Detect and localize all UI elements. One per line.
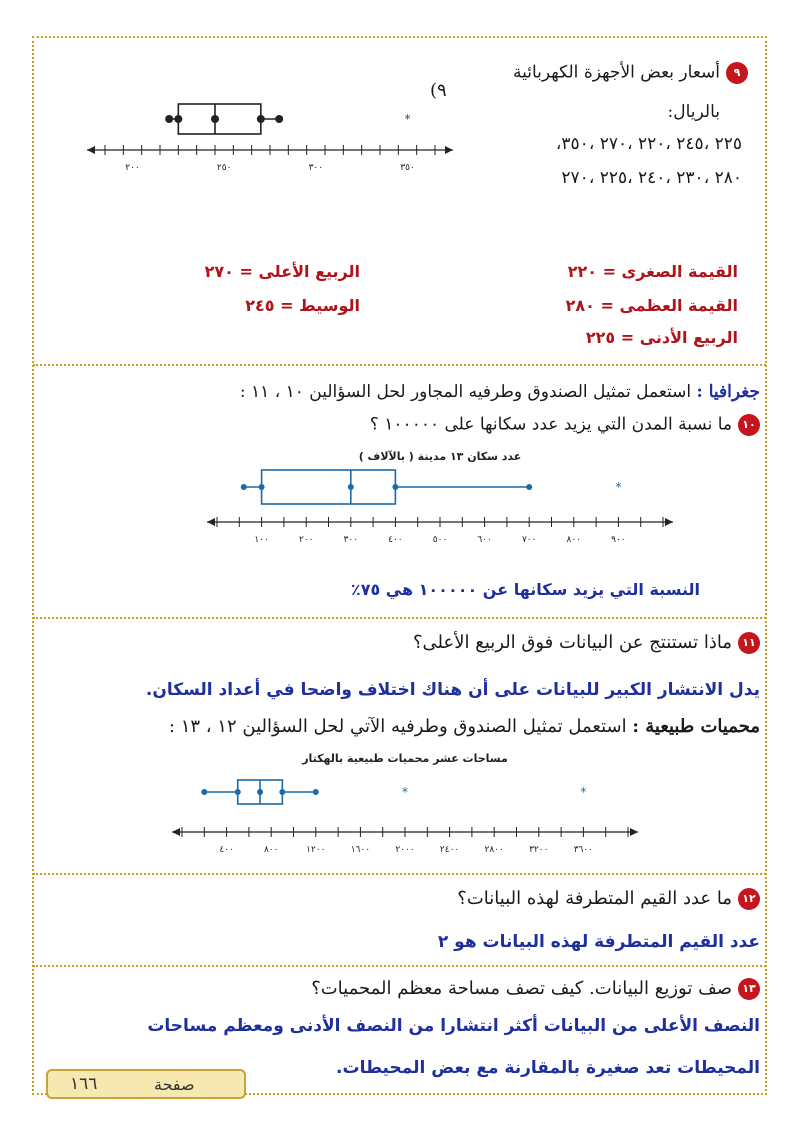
q11-answer: يدل الانتشار الكبير للبيانات على أن هناك اختلاف واضحا في أعداد السكان. — [145, 680, 760, 700]
tick-label: ٩٠٠ — [611, 535, 626, 545]
point-q1 — [259, 484, 265, 490]
q12-line — [40, 888, 760, 910]
nat-instruction: استعمل تمثيل الصندوق وطرفيه الآتي لحل السؤالين ١٢ ، ١٣ : — [168, 716, 627, 737]
q9-title: أسعار بعض الأجهزة الكهربائية — [513, 62, 720, 83]
tick-label: ٢٤٠٠ — [439, 845, 460, 855]
q9-answer-q3: الربيع الأعلى = ٢٧٠ — [204, 262, 360, 281]
tick-label: ٣٥٠ — [400, 163, 415, 173]
tick-label: ٣٦٠٠ — [573, 845, 594, 855]
q9-title-line — [348, 62, 748, 84]
outlier-point: * — [615, 480, 622, 494]
point-q3 — [392, 484, 398, 490]
tick-label: ٨٠٠ — [566, 535, 582, 545]
point-median — [257, 789, 263, 795]
tick-label: ٣٠٠ — [308, 163, 324, 173]
point-max — [313, 789, 319, 795]
question-number-badge: ١٢ — [738, 888, 760, 910]
question-number-badge: ٩ — [726, 62, 748, 84]
nat-instruction-line — [40, 716, 760, 737]
q9-answer-q1: الربيع الأدنى = ٢٢٥ — [585, 328, 738, 347]
nat-heading: محميات طبيعية : — [632, 716, 760, 737]
point-q1 — [235, 789, 241, 795]
page-number-box — [46, 1069, 246, 1099]
tick-label: ١٠٠ — [254, 535, 269, 545]
tick-label: ٣٠٠ — [343, 535, 359, 545]
geo-heading: جغرافيا : — [696, 382, 760, 402]
point-min — [201, 789, 207, 795]
tick-label: ٢٠٠٠ — [395, 845, 415, 855]
point-min — [165, 115, 173, 123]
q9-data-line-1: ٢٢٥ ،٢٤٥ ،٢٢٠ ،٢٧٠ ،٣٥٠، — [555, 134, 742, 154]
q10-question: ما نسبة المدن التي يزيد عدد سكانها على ١٠٠٠٠٠ ؟ — [369, 414, 732, 435]
geo-instruction-line — [40, 382, 760, 402]
tick-label: ٤٠٠ — [388, 535, 403, 545]
q13-answer-line-2: المحيطات تعد صغيرة بالمقارنة مع بعض المحيطات. — [336, 1058, 760, 1078]
point-min — [241, 484, 247, 490]
point-median — [211, 115, 219, 123]
point-max — [526, 484, 532, 490]
reserves-boxplot — [170, 748, 640, 863]
q11-line — [40, 632, 760, 654]
axis-arrow-left — [172, 828, 180, 836]
question-number-badge: ١١ — [738, 632, 760, 654]
q11-question: ماذا تستنتج عن البيانات فوق الربيع الأعلى؟ — [413, 632, 732, 653]
tick-label: ٢٠٠ — [298, 535, 314, 545]
outlier-point: * — [580, 785, 587, 799]
axis-arrow-right — [630, 828, 638, 836]
section-divider — [33, 965, 766, 967]
point-q1 — [174, 115, 182, 123]
q9-side-label: (٩ — [430, 80, 447, 101]
tick-label: ١٦٠٠ — [350, 845, 371, 855]
tick-label: ١٢٠٠ — [306, 845, 326, 855]
section-divider — [33, 364, 766, 366]
tick-label: ٢٥٠ — [216, 163, 232, 173]
point-max — [275, 115, 283, 123]
outlier-point: * — [404, 112, 411, 126]
question-number-badge: ١٠ — [738, 414, 760, 436]
tick-label: ٧٠٠ — [521, 535, 537, 545]
tick-label: ٨٠٠ — [263, 845, 279, 855]
outlier-point: * — [402, 785, 408, 799]
chart-title: عدد سكان ١٣ مدينة ( بالآلاف ) — [358, 450, 522, 463]
point-q3 — [279, 789, 285, 795]
q9-data-line-2: ٢٨٠ ،٢٣٠ ،٢٤٠ ،٢٢٥ ،٢٧٠ — [561, 168, 742, 188]
section-divider — [33, 873, 766, 875]
q12-answer: عدد القيم المتطرفة لهذه البيانات هو ٢ — [437, 932, 760, 952]
axis-arrow-left — [207, 518, 215, 526]
q13-line — [40, 978, 760, 1000]
q12-question: ما عدد القيم المتطرفة لهذه البيانات؟ — [457, 888, 732, 909]
q9-answer-min: القيمة الصغرى = ٢٢٠ — [567, 262, 738, 281]
chart-title: مساحات عشر محميات طبيعية بالهكتار — [302, 752, 508, 765]
geo-instruction: استعمل تمثيل الصندوق وطرفيه المجاور لحل السؤالين ١٠ ، ١١ : — [239, 382, 692, 402]
section-divider — [33, 617, 766, 619]
tick-label: ٦٠٠ — [477, 535, 492, 545]
page-number: ١٦٦ — [70, 1074, 98, 1094]
q9-answer-max: القيمة العظمى = ٢٨٠ — [565, 296, 738, 315]
point-q3 — [257, 115, 265, 123]
q9-unit: بالريال: — [667, 102, 720, 122]
tick-label: ٥٠٠ — [432, 535, 448, 545]
q10-line — [40, 414, 760, 436]
axis-arrow-right — [665, 518, 673, 526]
tick-label: ٣٢٠٠ — [529, 845, 549, 855]
q13-question: صف توزيع البيانات. كيف تصف مساحة معظم المحميات؟ — [311, 978, 732, 999]
tick-label: ٤٠٠ — [219, 845, 234, 855]
tick-label: ٢٠٠ — [125, 163, 140, 173]
q9-answer-median: الوسيط = ٢٤٥ — [245, 296, 360, 315]
axis-arrow-left — [87, 146, 95, 154]
box-iqr — [262, 470, 396, 504]
q10-boxplot — [205, 446, 675, 556]
page-label: صفحة — [154, 1075, 195, 1094]
q13-answer-line-1: النصف الأعلى من البيانات أكثر انتشارا من النصف الأدنى ومعظم مساحات — [147, 1016, 760, 1036]
q10-answer: النسبة التي يزيد سكانها عن ١٠٠٠٠٠ هي ٧٥٪ — [350, 580, 700, 599]
box-iqr — [178, 104, 261, 134]
q9-boxplot — [85, 90, 455, 190]
axis-arrow-right — [445, 146, 453, 154]
question-number-badge: ١٣ — [738, 978, 760, 1000]
tick-label: ٢٨٠٠ — [484, 845, 504, 855]
point-median — [348, 484, 354, 490]
